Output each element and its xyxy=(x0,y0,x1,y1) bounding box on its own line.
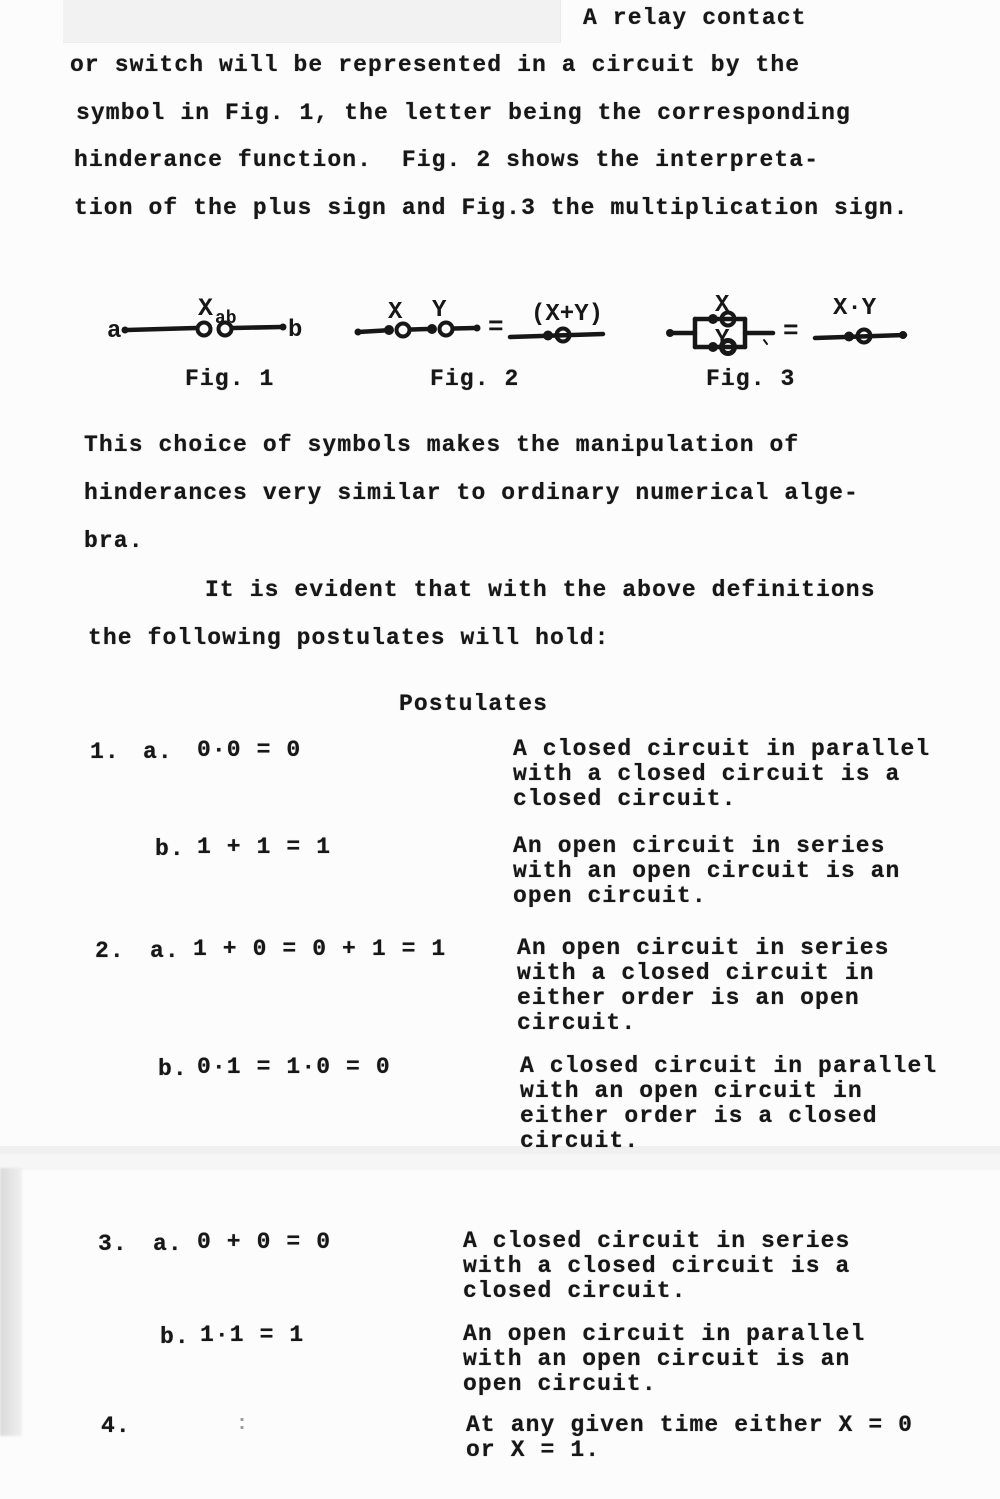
postulates-title: Postulates xyxy=(399,691,549,717)
postulate-3a-formula: 0 + 0 = 0 xyxy=(197,1229,332,1255)
intro-line-4: hinderance function. Fig. 2 shows the interpreta- xyxy=(74,147,820,173)
postulate-3b-formula: 1·1 = 1 xyxy=(200,1322,305,1348)
fig2-equals-sign: = xyxy=(488,312,504,342)
fig3-equals-sign: = xyxy=(783,316,799,346)
postulate-2-number: 2. xyxy=(95,938,125,964)
fig3-result-label: X·Y xyxy=(833,295,877,322)
intro-line-1: A relay contact xyxy=(583,5,807,31)
intro-line-5: tion of the plus sign and Fig.3 the multiplication sign. xyxy=(74,195,909,221)
description-line: circuit. xyxy=(517,1010,637,1036)
description-line: either order is a closed xyxy=(520,1103,878,1129)
circuit-figures xyxy=(85,282,925,374)
description-line: with an open circuit is an xyxy=(463,1346,851,1372)
description-line: circuit. xyxy=(520,1128,640,1154)
postulate-1a-letter: a. xyxy=(143,739,173,765)
postulate-1b-description xyxy=(513,834,900,909)
description-line: open circuit. xyxy=(513,883,707,909)
postulate-3a-letter: a. xyxy=(153,1231,183,1257)
postulate-4-description xyxy=(466,1413,913,1463)
fig2-caption: Fig. 2 xyxy=(430,366,520,392)
description-line: open circuit. xyxy=(463,1371,657,1397)
fig2-y-label: Y xyxy=(432,297,447,324)
description-line: with an open circuit in xyxy=(520,1078,863,1104)
description-line: At any given time either X = 0 xyxy=(466,1412,914,1438)
postulate-2a-letter: a. xyxy=(150,938,180,964)
intro-line-2: or switch will be represented in a circuit by the xyxy=(70,52,801,78)
description-line: with a closed circuit is a xyxy=(463,1253,851,1279)
scan-edge-shadow xyxy=(0,1168,22,1436)
description-line: with an open circuit is an xyxy=(513,858,901,884)
postulate-2a-formula: 1 + 0 = 0 + 1 = 1 xyxy=(193,936,447,962)
postulate-3b-letter: b. xyxy=(160,1324,190,1350)
scan-seam-shadow xyxy=(0,1154,1000,1170)
postulate-3a-description xyxy=(463,1229,850,1304)
para2-line-3: bra. xyxy=(84,528,144,554)
description-line: or X = 1. xyxy=(466,1437,601,1463)
postulate-2b-formula: 0·1 = 1·0 = 0 xyxy=(197,1054,391,1080)
postulate-3-number: 3. xyxy=(98,1231,128,1257)
description-line: A closed circuit in parallel xyxy=(520,1053,938,1079)
description-line: either order is an open xyxy=(517,985,860,1011)
fig3-x-label: X xyxy=(715,292,730,319)
description-line: A closed circuit in series xyxy=(463,1228,851,1254)
fig1-contact-sublabel: ab xyxy=(215,309,237,329)
fig2-x-label: X xyxy=(388,299,403,326)
description-line: closed circuit. xyxy=(513,786,737,812)
description-line: An open circuit in series xyxy=(517,935,890,961)
fig1-contact-label: X xyxy=(198,294,214,323)
postulate-1-number: 1. xyxy=(90,739,120,765)
fig3-y-label: Y xyxy=(715,326,730,353)
fig1-node-b-label: b xyxy=(288,317,303,344)
intro-line-3: symbol in Fig. 1, the letter being the corresponding xyxy=(76,100,851,126)
postulate-1a-formula: 0·0 = 0 xyxy=(197,737,302,763)
postulate-1b-letter: b. xyxy=(155,836,185,862)
para2-line-1: This choice of symbols makes the manipulation of xyxy=(84,432,800,458)
postulate-2b-letter: b. xyxy=(158,1056,188,1082)
description-line: An open circuit in parallel xyxy=(463,1321,866,1347)
postulate-4-number: 4. xyxy=(101,1413,131,1439)
description-line: A closed circuit in parallel xyxy=(513,736,931,762)
para3-line-2: the following postulates will hold: xyxy=(88,625,610,651)
description-line: An open circuit in series xyxy=(513,833,886,859)
postulate-1a-description xyxy=(513,737,930,812)
postulate-2a-description xyxy=(517,936,890,1036)
description-line: with a closed circuit is a xyxy=(513,761,901,787)
para2-line-2: hinderances very similar to ordinary numerical alge- xyxy=(84,480,859,506)
scan-faint-mark: : xyxy=(236,1413,250,1436)
para3-line-1: It is evident that with the above definitions xyxy=(205,577,876,603)
scan-artifact-top-band xyxy=(63,0,561,43)
description-line: with a closed circuit in xyxy=(517,960,875,986)
fig1-circuit-drawing xyxy=(122,323,287,336)
postulate-3b-description xyxy=(463,1322,865,1397)
fig1-node-a-label: a xyxy=(107,318,122,345)
fig2-result-label: (X+Y) xyxy=(531,301,604,328)
postulate-2b-description xyxy=(520,1054,937,1154)
fig1-caption: Fig. 1 xyxy=(185,366,275,392)
description-line: closed circuit. xyxy=(463,1278,687,1304)
fig3-caption: Fig. 3 xyxy=(706,366,796,392)
postulate-1b-formula: 1 + 1 = 1 xyxy=(197,834,332,860)
